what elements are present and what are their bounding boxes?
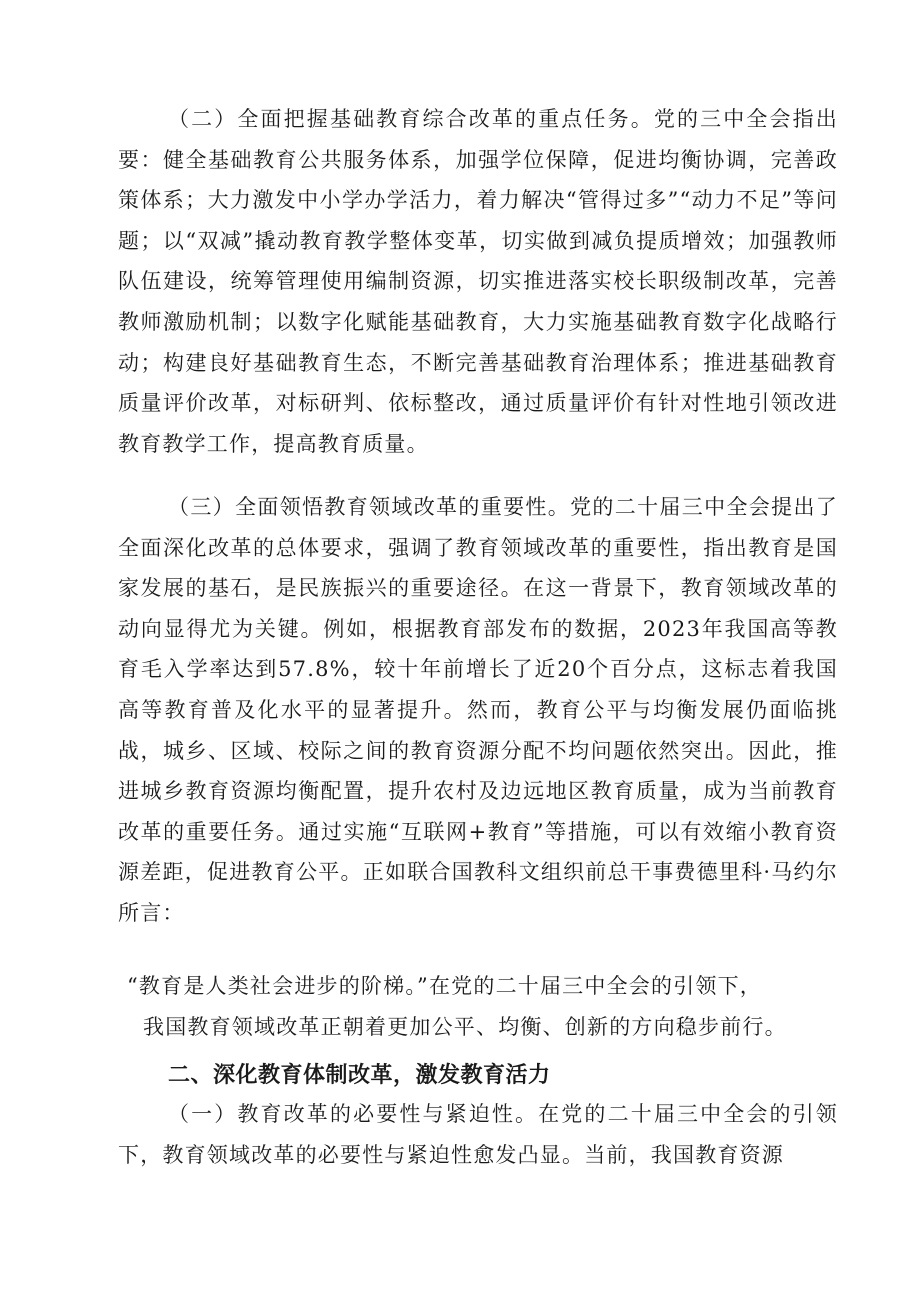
paragraph-basic-education-tasks: （二）全面把握基础教育综合改革的重点任务。党的三中全会指出要：健全基础教育公共服务体系，加强学位保障，促进均衡协调，完善政策体系；大力激发中小学办学活力，着力解决“管得过多”“动力不足”等问题；以“双减”撬动教育教学整体变革，切实做到减负提质增效；加强教师队伍建设，统筹管理使用编制资源，切实推进落实校长职级制改革，完善教师激励机制；以数字化赋能基础教育，大力实施基础教育数字化战略行动；构建良好基础教育生态，不断完善基础教育治理体系；推进基础教育质量评价改革，对标研判、依标整改，通过质量评价有针对性地引领改进教育教学工作，提高教育质量。 bbox=[118, 107, 838, 456]
paragraph-education-reform-importance: （三）全面领悟教育领域改革的重要性。党的二十届三中全会提出了全面深化改革的总体要求，强调了教育领域改革的重要性，指出教育是国家发展的基石，是民族振兴的重要途径。在这一背景下，教育领域改革的动向显得尤为关键。例如，根据教育部发布的数据，2023年我国高等教育毛入学率达到57.8%，较十年前增长了近20个百分点，这标志着我国高等教育普及化水平的显著提升。然而，教育公平与均衡发展仍面临挑战，城乡、区域、校际之间的教育资源分配不均问题依然突出。因此，推进城乡教育资源均衡配置，提升农村及边远地区教育质量，成为当前教育改革的重要任务。通过实施“互联网+教育”等措施，可以有效缩小教育资源差距，促进教育公平。正如联合国教科文组织前总干事费德里科·马约尔所言： bbox=[118, 495, 838, 925]
paragraph-reform-necessity: （一）教育改革的必要性与紧迫性。在党的二十届三中全会的引领下，教育领域改革的必要性与紧迫性愈发凸显。当前，我国教育资源 bbox=[118, 1102, 838, 1167]
quote-line-2: 我国教育领域改革正朝着更加公平、均衡、创新的方向稳步前行。 bbox=[143, 1015, 787, 1039]
quote-line-1: “教育是人类社会进步的阶梯。”在党的二十届三中全会的引领下， bbox=[127, 974, 762, 998]
section-heading: 二、深化教育体制改革，激发教育活力 bbox=[168, 1063, 551, 1088]
